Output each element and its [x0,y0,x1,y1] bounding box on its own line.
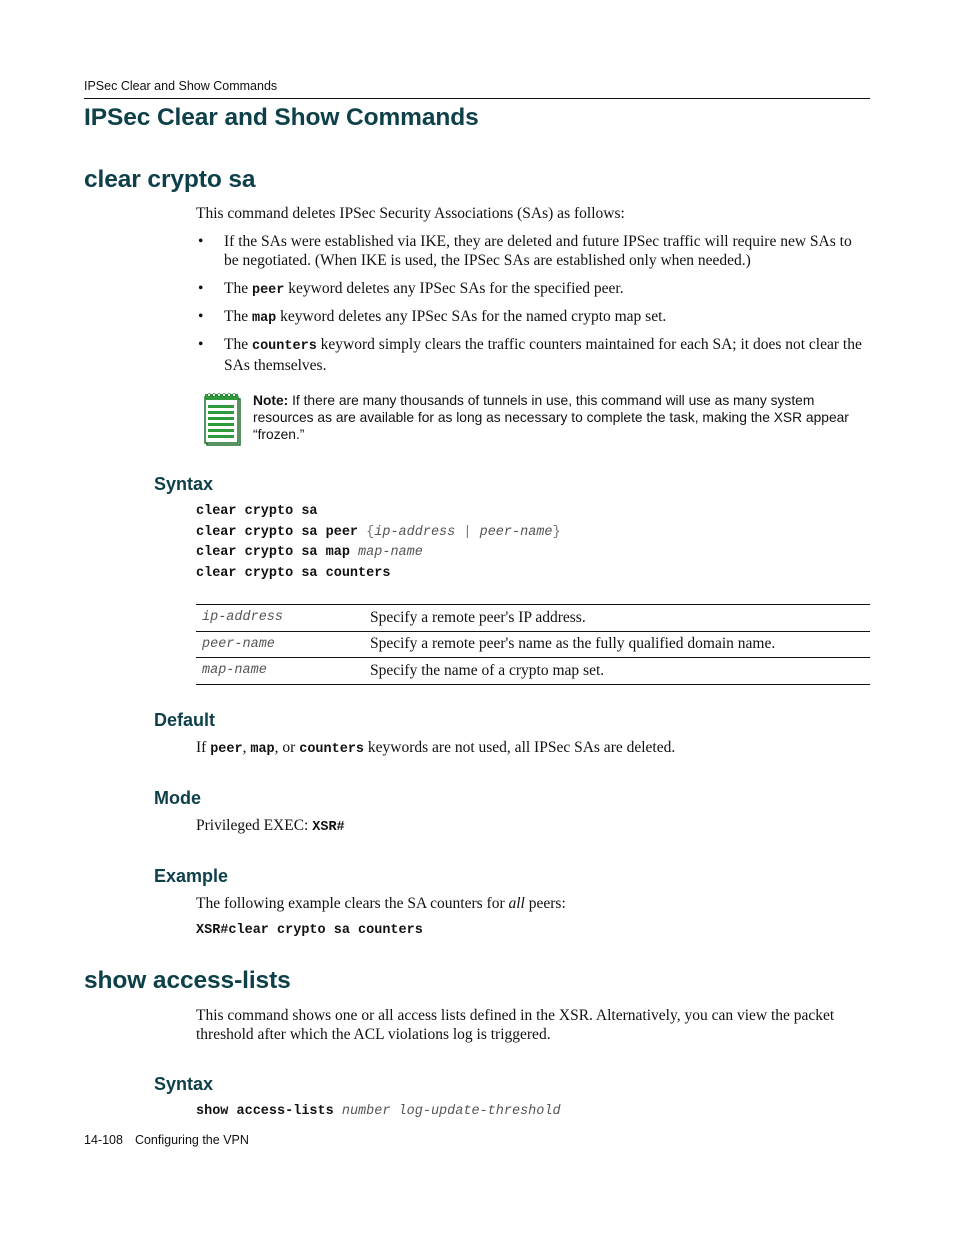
bullet-marker: • [198,280,204,297]
keyword: peer [251,283,285,298]
default-text: If peer, map, or counters keywords are not used, all IPSec SAs are deleted. [196,739,676,757]
list-item [196,336,870,374]
param-name: peer-name [196,631,364,658]
bullet-text: The map keyword deletes any IPSec SAs for the named crypto map set. [224,308,667,326]
running-header-title: IPSec Clear and Show Commands [84,79,278,93]
list-item [196,233,870,271]
list-item [196,308,870,327]
page-footer [84,1133,249,1147]
page-number: 14-108 [84,1133,123,1147]
default-heading: Default [154,710,216,730]
notepad-icon [204,392,242,448]
param-description: Specify a remote peer's IP address. [364,605,870,632]
clear-crypto-sa-intro: This command deletes IPSec Security Associations (SAs) as follows: [196,205,625,222]
bullet-marker: • [198,308,204,325]
param-name: map-name [196,658,364,685]
chapter-title: Configuring the VPN [134,1133,249,1147]
example-code: XSR#clear crypto sa counters [196,923,423,938]
running-header [84,79,870,99]
keyword: map [251,311,277,326]
bullet-text: The counters keyword simply clears the traffic counters maintained for each SA; it does not clear the SAs themselves. [224,336,862,374]
table-row [196,658,870,685]
show-access-lists-intro: This command shows one or all access lists defined in the XSR. Alternatively, you can view the packet threshold after which the ACL violations log is triggered. [196,1007,835,1043]
list-item [196,280,870,299]
example-heading: Example [154,866,229,886]
syntax-block [196,502,561,584]
bullet-marker: • [198,336,204,353]
bullet-marker: • [198,233,204,250]
mode-heading: Mode [154,788,201,808]
bullet-text: If the SAs were established via IKE, they are deleted and future IPSec traffic will require new SAs to be negotiated. (When IKE is used, the IPSec SAs are established only when needed.) [224,233,852,269]
example-text: The following example clears the SA counters for all peers: [196,895,566,912]
table-row [196,605,870,632]
parameter-table [196,604,870,685]
syntax-block: show access-lists number log-update-threshold [196,1104,561,1119]
syntax-heading: Syntax [154,1074,214,1094]
param-description: Specify a remote peer's name as the fully qualified domain name. [364,631,870,658]
param-description: Specify the name of a crypto map set. [364,658,870,685]
syntax-line: clear crypto sa counters [196,565,391,581]
param-name: ip-address [196,605,364,632]
bullet-text: The peer keyword deletes any IPSec SAs for the specified peer. [224,280,624,298]
syntax-line: clear crypto sa [196,504,318,519]
note-text: Note: If there are many thousands of tunnels in use, this command will use as many system resources as are available for as long as necessary to complete the task, making the XSR appear “frozen.” [253,393,849,442]
section-heading-show-access-lists: show access-lists [84,967,291,994]
note-callout [204,392,872,448]
syntax-heading: Syntax [154,474,214,494]
note-label: Note: [253,393,289,408]
syntax-line: clear crypto sa map map-name [196,545,423,560]
table-row [196,631,870,658]
mode-text: Privileged EXEC: XSR# [196,817,345,835]
syntax-line: clear crypto sa peer {ip-address | peer-name} [196,524,561,540]
keyword: counters [251,339,317,354]
section-heading-clear-crypto-sa: clear crypto sa [84,166,256,193]
page-title: IPSec Clear and Show Commands [84,104,479,131]
